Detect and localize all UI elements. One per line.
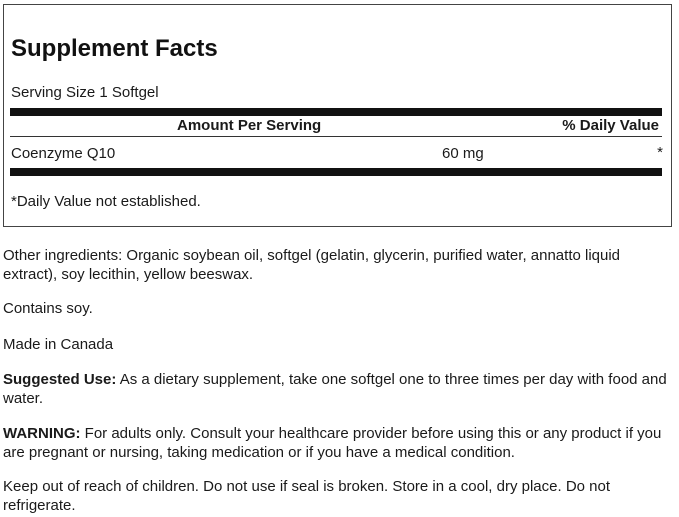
warning-label: WARNING: (3, 425, 81, 442)
warning (3, 424, 671, 462)
suggested-use-label: Suggested Use: (3, 371, 117, 388)
supplement-facts-title: Supplement Facts (11, 35, 218, 62)
daily-value-header: % Daily Value (562, 117, 659, 134)
suggested-use (3, 370, 671, 408)
amount-per-serving-header: Amount Per Serving (177, 117, 322, 134)
country-of-origin: Made in Canada (3, 336, 114, 353)
nutrient-amount: 60 mg (442, 145, 484, 162)
daily-value-footnote: *Daily Value not established. (11, 193, 201, 210)
serving-size: Serving Size 1 Softgel (11, 84, 159, 101)
suggested-use-text: As a dietary supplement, take one softgel one to three times per day with food and water. (3, 371, 667, 407)
nutrient-daily-value: * (657, 144, 663, 161)
warning-text: For adults only. Consult your healthcare provider before using this or any product if you are pregnant or nursing, taking medication or if you have a medical condition. (3, 425, 662, 461)
storage-instructions: Keep out of reach of children. Do not use if seal is broken. Store in a cool, dry place. Do not refrigerate. (3, 478, 611, 514)
nutrient-name: Coenzyme Q10 (11, 145, 116, 162)
allergen-statement: Contains soy. (3, 300, 93, 317)
thick-divider-bottom (10, 168, 662, 176)
other-ingredients: Other ingredients: Organic soybean oil, softgel (gelatin, glycerin, purified water, annatto liquid extract), soy lecithin, yellow beeswax. (3, 247, 621, 283)
thick-divider-top (10, 108, 662, 116)
thin-divider (10, 136, 662, 137)
